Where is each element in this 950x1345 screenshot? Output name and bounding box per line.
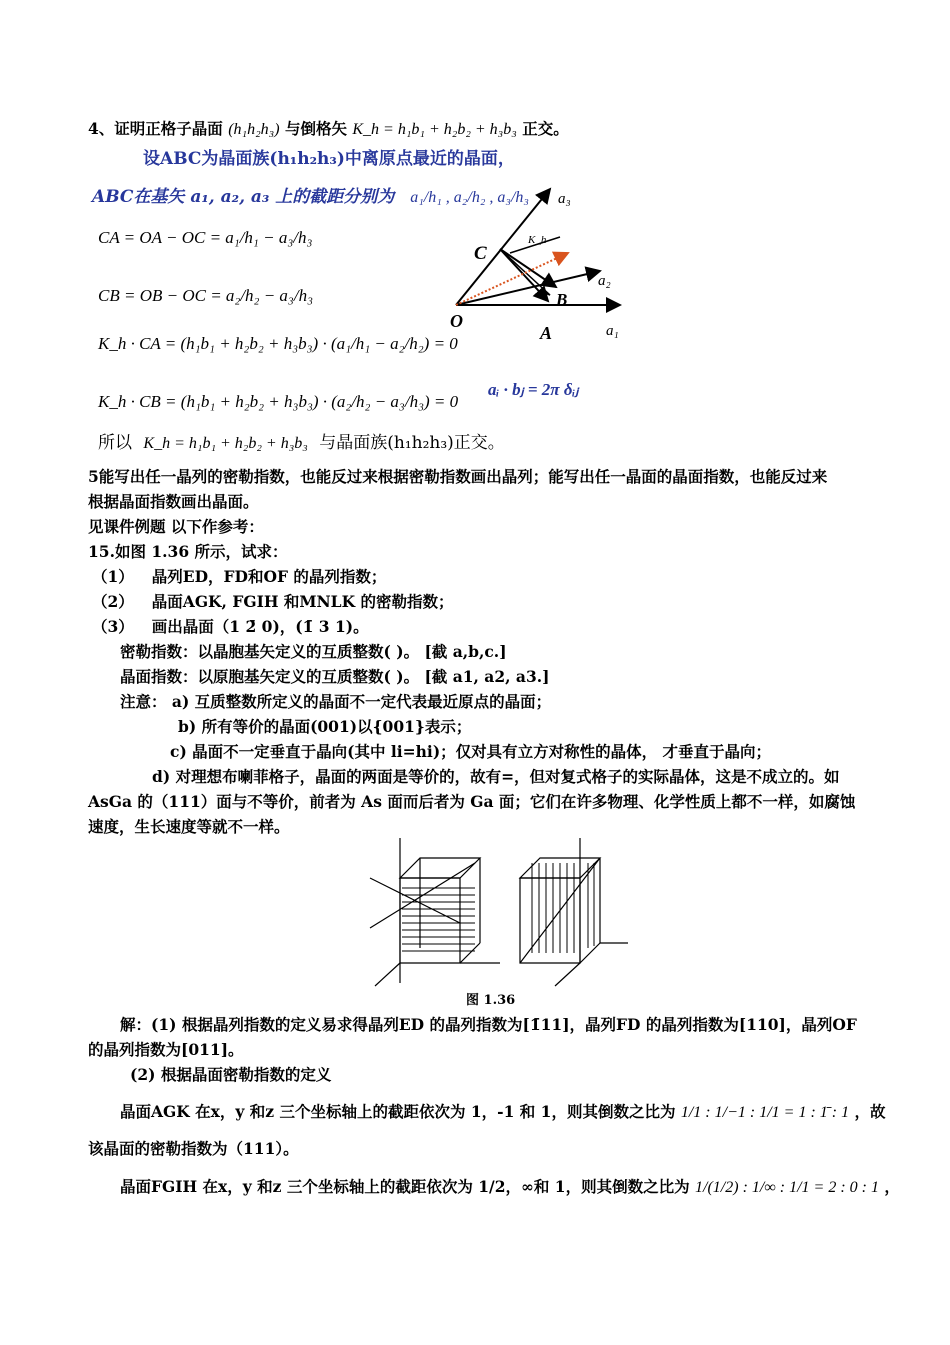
q15-item-text: 晶列ED，FD和OF 的晶列指数；	[151, 567, 387, 586]
figure-caption: 图 1.36	[466, 993, 516, 1008]
q15-item-text: 晶面AGK, FGIH 和MNLK 的密勒指数；	[151, 592, 454, 611]
q4-heading: 4、证明正格子晶面	[88, 119, 223, 138]
eq-kh-ca: K_h · CA = (h₁b₁ + h₂b₂ + h₃b₃) · (a₁/h₁ − a₂/h₂) = 0	[98, 334, 458, 353]
q4-heading-line	[88, 118, 569, 141]
note-d-line2: AsGa 的（111）面与不等价，前者为 As 面而后者为 Ga 面；它们在许多物理、化学性质上都不一样，如腐蚀	[88, 792, 856, 811]
agk-ratio: 1/1 : 1/−1 : 1/1 = 1 : 1̄ : 1	[680, 1104, 850, 1121]
q4-conclusion-post: 与晶面族(h₁h₂h₃)正交。	[319, 433, 505, 453]
a3-label: a₃	[558, 191, 571, 207]
point-o: O	[450, 311, 463, 331]
reference-note: 见课件例题 以下作参考：	[88, 517, 264, 536]
q15-item-3	[92, 616, 369, 638]
agk-post: ，故	[854, 1102, 886, 1121]
q4-conclusion-k: K_h = h₁b₁ + h₂b₂ + h₃b₃	[143, 435, 308, 452]
point-c: C	[474, 243, 487, 264]
agk-result: 该晶面的密勒指数为（111）。	[88, 1139, 299, 1158]
note-d-line3: 速度，生长速度等就不一样。	[88, 817, 290, 836]
eq-ca: CA = OA − OC = a₁/h₁ − a₃/h₃	[98, 228, 313, 247]
agk-pre: 晶面AGK 在x，y 和z 三个坐标轴上的截距依次为 1，-1 和 1，则其倒数之比为	[120, 1102, 676, 1121]
q4-mid: 与倒格矢	[284, 119, 353, 138]
a1-label: a₁	[606, 323, 619, 339]
eq-cb: CB = OB − OC = a₂/h₂ − a₃/h₃	[98, 286, 313, 305]
a2-label: a₂	[598, 273, 611, 289]
q4-intercept-label: ABC在基矢 a₁, a₂, a₃ 上的截距分别为	[92, 187, 395, 207]
agk-line	[120, 1101, 886, 1124]
note-d-line1: d) 对理想布喇菲格子，晶面的两面是等价的，故有=，但对复式格子的实际晶体，这是不成立的。如	[152, 767, 840, 786]
note-b: b) 所有等价的晶面(001)以{001}表示；	[178, 717, 472, 736]
q4-conclusion	[98, 432, 505, 455]
q4-miller: (h₁h₂h₃)	[228, 121, 280, 138]
note-c: c) 晶面不一定垂直于晶向(其中 li=hi)；仅对具有立方对称性的晶体， 才垂直于晶向；	[170, 742, 772, 761]
right-cube	[520, 838, 628, 986]
q5-line2: 根据晶面指数画出晶面。	[88, 492, 259, 511]
fgih-line	[120, 1176, 900, 1199]
face-definition: 晶面指数：以原胞基矢定义的互质整数( )。 [截 a1, a2, a3.]	[120, 667, 550, 686]
solution-1b: 的晶列指数为[011]。	[88, 1040, 244, 1059]
q4-blue-line: 设ABC为晶面族(h₁h₂h₃)中离原点最近的晶面，	[143, 149, 515, 169]
eq-orthogonality: aᵢ · bⱼ = 2π δᵢⱼ	[488, 380, 579, 399]
figure-1-36-cubes	[360, 838, 630, 988]
q15-item-num: （1）	[92, 567, 134, 586]
q5-line1: 5能写出任一晶列的密勒指数，也能反过来根据密勒指数画出晶列；能写出任一晶面的晶面指数，也能反过来	[88, 467, 828, 486]
q4-kvec: K_h = h₁b₁ + h₂b₂ + h₃b₃	[352, 121, 517, 138]
kh-label: K_h	[528, 234, 547, 246]
point-a: A	[540, 323, 553, 343]
fgih-pre: 晶面FGIH 在x，y 和z 三个坐标轴上的截距依次为 1/2，∞和 1，则其倒数之比为	[120, 1177, 690, 1196]
fgih-ratio: 1/(1/2) : 1/∞ : 1/1 = 2 : 0 : 1	[695, 1179, 879, 1196]
a2-axis	[456, 271, 600, 305]
fgih-post: ，	[884, 1177, 900, 1196]
point-b: B	[556, 290, 568, 309]
q15-item-num: （2）	[92, 592, 134, 611]
eq-kh-cb: K_h · CB = (h₁b₁ + h₂b₂ + h₃b₃) · (a₂/h₂ − a₃/h₃) = 0	[98, 392, 459, 411]
q15-item-1	[92, 566, 386, 588]
solution-2: (2) 根据晶面密勒指数的定义	[130, 1065, 332, 1084]
q4-tail: 正交。	[522, 119, 569, 138]
solution-1a: 解：(1) 根据晶列指数的定义易求得晶列ED 的晶列指数为[1̄11]，晶列FD 的晶列指数为[110]，晶列OF	[120, 1015, 857, 1034]
q15-item-num: （3）	[92, 617, 134, 636]
reciprocal-vector-diagram	[440, 175, 640, 345]
q15-item-2	[92, 591, 453, 613]
q4-intercepts: a₁/h₁ , a₂/h₂ , a₃/h₃	[410, 189, 529, 206]
miller-definition: 密勒指数：以晶胞基矢定义的互质整数( )。 [截 a,b,c.]	[120, 642, 507, 661]
q15-item-text: 画出晶面（1 2̄ 0)，(1̄ 3 1)。	[151, 617, 369, 636]
q4-conclusion-pre: 所以	[98, 433, 132, 453]
left-cube	[370, 838, 500, 986]
note-a: 注意： a) 互质整数所定义的晶面不一定代表最近原点的晶面；	[120, 692, 552, 711]
q15-title: 15.如图 1.36 所示，试求：	[88, 542, 288, 561]
